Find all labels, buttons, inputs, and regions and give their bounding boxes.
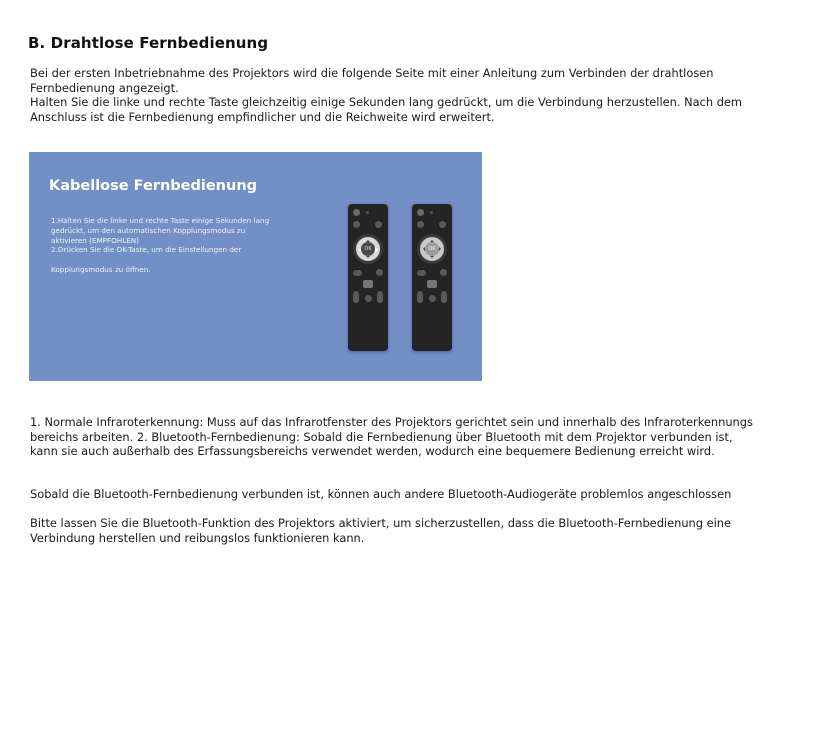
ok-button-label: OK bbox=[425, 242, 439, 256]
power-button-icon bbox=[417, 209, 424, 216]
mute-button-icon bbox=[429, 295, 436, 302]
volume-rocker-icon bbox=[417, 291, 423, 303]
play-pause-button-icon bbox=[427, 280, 437, 288]
keep-enabled-line: Verbindung herstellen und reibungslos funktionieren kann. bbox=[30, 530, 365, 545]
menu-button-icon bbox=[439, 221, 446, 228]
screen-instruction-line: Kopplungsmodus zu öffnen. bbox=[51, 264, 151, 274]
arrow-down-icon bbox=[430, 256, 434, 260]
ok-button-label: OK bbox=[361, 242, 375, 256]
channel-rocker-icon bbox=[441, 291, 447, 303]
screen-instruction-line: gedrückt, um den automatischen Kopplungsmodus zu bbox=[51, 225, 246, 235]
intro-line: Halten Sie die linke und rechte Taste gleichzeitig einige Sekunden lang gedrückt, um die Verbindung herzustellen. Nach dem bbox=[30, 95, 743, 109]
mute-button-icon bbox=[365, 295, 372, 302]
screen-instruction-line: aktivieren (EMPFOHLEN) bbox=[51, 235, 139, 245]
dpad-icon bbox=[417, 234, 447, 264]
back-button-icon bbox=[417, 270, 426, 276]
pairing-screen-image bbox=[29, 152, 482, 381]
intro-line: Bei der ersten Inbetriebnahme des Projektors wird die folgende Seite mit einer Anleitung zum Verbinden der drahtlosen bbox=[30, 66, 714, 80]
arrow-right-icon bbox=[375, 247, 381, 253]
power-button-icon bbox=[353, 209, 360, 216]
screen-title: Kabellose Fernbedienung bbox=[49, 178, 258, 194]
modes-line: 1. Normale Infraroterkennung: Muss auf das Infrarotfenster des Projektors gerichtet sein und innerhalb des Infraroterkennungs bbox=[30, 415, 753, 429]
remote-left-keys-highlighted bbox=[348, 204, 388, 351]
home-button-icon bbox=[440, 269, 447, 276]
play-pause-button-icon bbox=[363, 280, 373, 288]
remote-ok-key-highlighted bbox=[412, 204, 452, 351]
arrow-right-icon bbox=[439, 247, 443, 251]
led-indicator bbox=[430, 211, 433, 214]
dpad-icon bbox=[353, 234, 383, 264]
settings-button-icon bbox=[417, 221, 424, 228]
screen-instruction-line: 1.Halten Sie die linke und rechte Taste einige Sekunden lang bbox=[51, 216, 270, 225]
intro-line: Fernbedienung angezeigt. bbox=[30, 80, 179, 95]
settings-button-icon bbox=[353, 221, 360, 228]
modes-line: kann sie auch außerhalb des Erfassungsbereichs verwendet werden, wodurch eine bequemere Bedienung erreicht wird. bbox=[30, 444, 715, 458]
audio-line: Sobald die Bluetooth-Fernbedienung verbunden ist, können auch andere Bluetooth-Audiogeräte problemlos angeschlossen bbox=[30, 487, 732, 501]
modes-line: bereichs arbeiten. 2. Bluetooth-Fernbedienung: Sobald die Fernbedienung über Bluetooth mit dem Projektor verbunden ist, bbox=[30, 429, 733, 444]
keep-enabled-line: Bitte lassen Sie die Bluetooth-Funktion des Projektors aktiviert, um sicherzustellen, dass die Bluetooth-Fernbedienung eine bbox=[30, 516, 732, 530]
modes-paragraph bbox=[30, 415, 800, 459]
keep-enabled-paragraph bbox=[30, 516, 800, 545]
arrow-down-icon bbox=[366, 256, 370, 260]
intro-line: Anschluss ist die Fernbedienung empfindlicher und die Reichweite wird erweitert. bbox=[30, 109, 495, 124]
screen-instructions bbox=[51, 216, 301, 275]
back-button-icon bbox=[353, 270, 362, 276]
screen-instruction-line: 2.Drücken Sie die OK-Taste, um die Einstellungen der bbox=[51, 245, 242, 255]
intro-paragraph bbox=[30, 66, 800, 124]
menu-button-icon bbox=[375, 221, 382, 228]
volume-rocker-icon bbox=[353, 291, 359, 303]
spacer bbox=[51, 255, 301, 265]
home-button-icon bbox=[376, 269, 383, 276]
led-indicator bbox=[366, 211, 369, 214]
channel-rocker-icon bbox=[377, 291, 383, 303]
audio-paragraph bbox=[30, 487, 800, 502]
section-heading: B. Drahtlose Fernbedienung bbox=[28, 34, 269, 52]
